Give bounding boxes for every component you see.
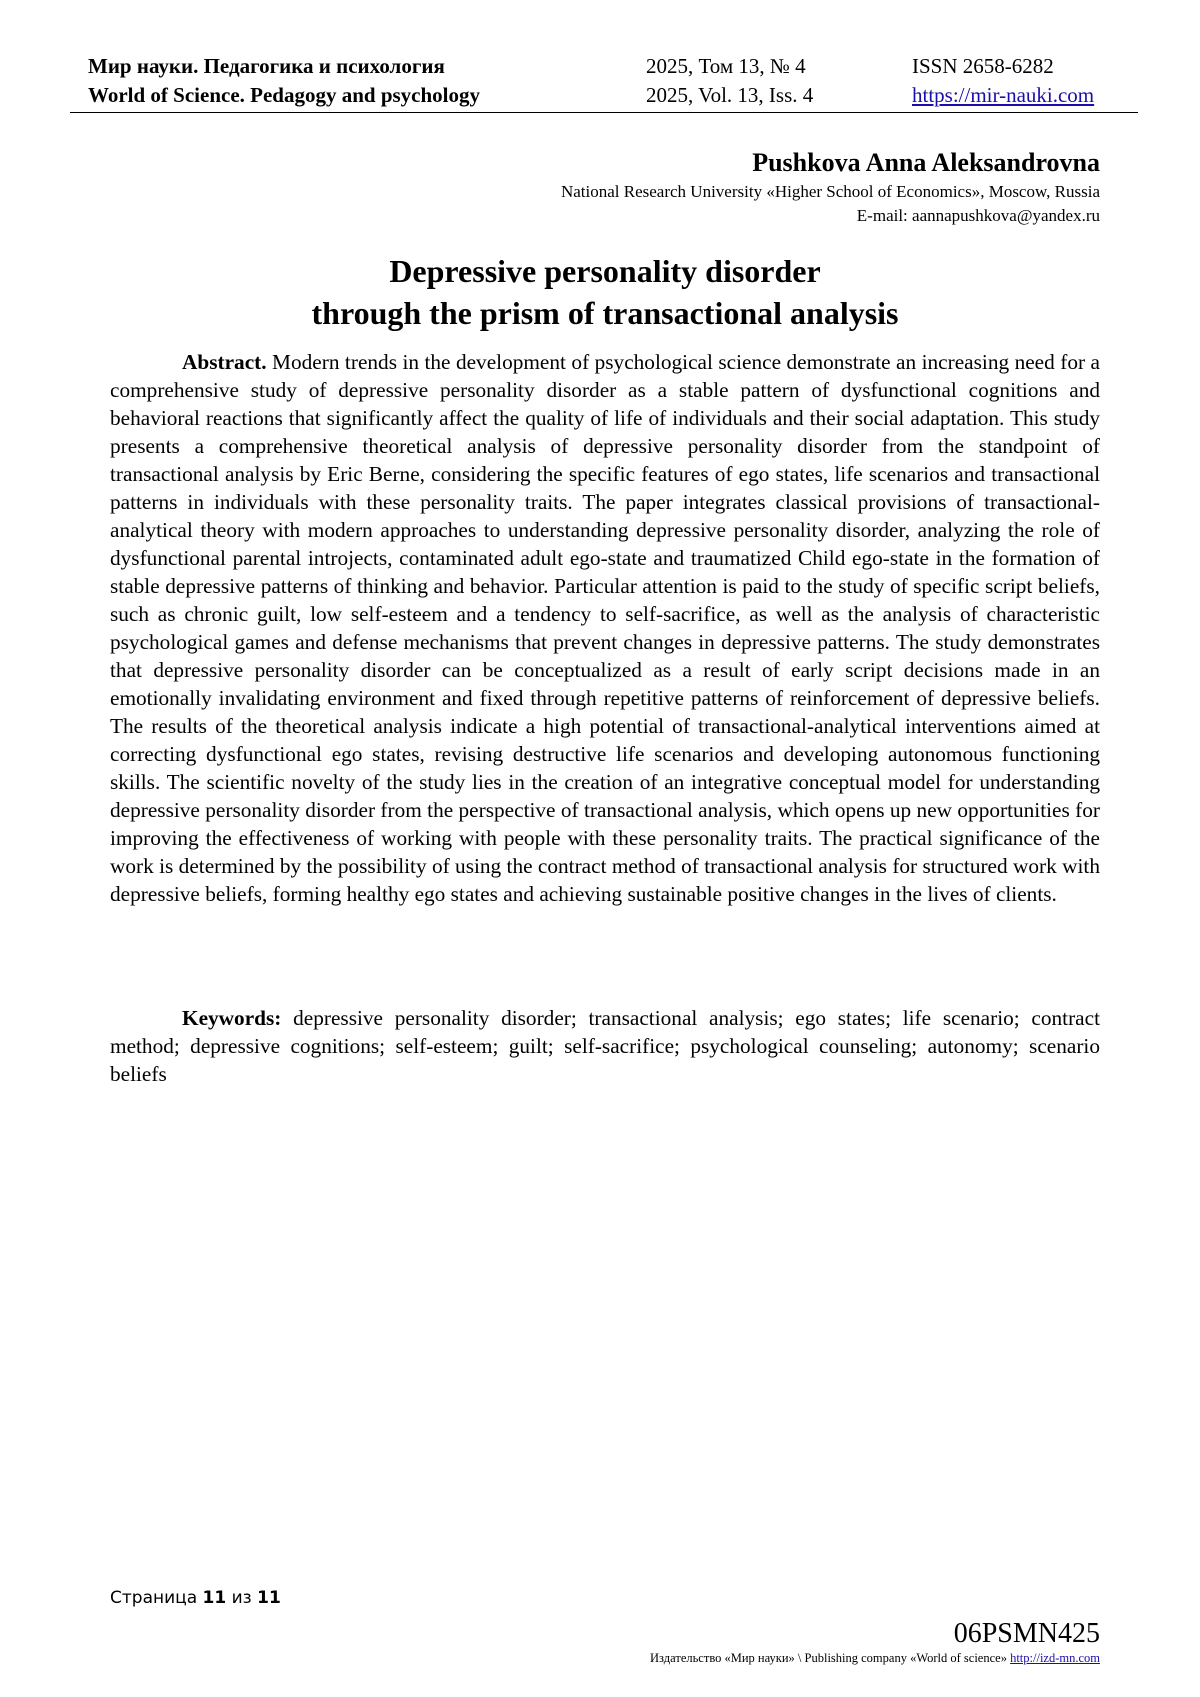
abstract-text: Modern trends in the development of psychological science demonstrate an increasing need for a comprehensive study of depressive personality disorder as a stable pattern of dysfunctional cognitions and behavioral reactions that significantly affect the quality of life of individuals and their social adaptation. This study presents a comprehensive theoretical analysis of depressive personality disorder from the standpoint of transactional analysis by Eric Berne, considering the specific features of ego states, life scenarios and transactional patterns in individuals with these personality traits. The paper integrates classical provisions of transactional-analytical theory with modern approaches to understanding depressive personality disorder, analyzing the role of dysfunctional parental introjects, contaminated adult ego-state and traumatized Child ego-state in the formation of stable depressive patterns of thinking and behavior. Particular attention is paid to the study of specific script beliefs, such as chronic guilt, low self-esteem and a tendency to self-sacrifice, as well as the analysis of characteristic psychological games and defense mechanisms that prevent changes in depressive patterns. The study demonstrates that depressive personality disorder can be conceptualized as a result of early script decisions made in an emotionally invalidating environment and fixed through repetitive patterns of reinforcement of depressive beliefs. The results of the theoretical analysis indicate a high potential of transactional-analytical interventions aimed at correcting dysfunctional ego states, revising destructive life scenarios and developing autonomous functioning skills. The scientific novelty of the study lies in the creation of an integrative conceptual model for understanding depressive personality disorder from the perspective of transactional analysis, which opens up new opportunities for improving the effectiveness of working with people with these personality traits. The practical significance of the work is determined by the possibility of using the contract method of transactional analysis for structured work with depressive beliefs, forming healthy ego states and achieving sustainable positive changes in the lives of clients. <box>110 350 1100 906</box>
journal-issue-ru: 2025, Том 13, № 4 <box>646 54 806 78</box>
article-title-line-2: through the prism of transactional analysis <box>311 295 899 331</box>
abstract <box>110 348 1100 908</box>
author-email: E-mail: aannapushkova@yandex.ru <box>856 206 1100 225</box>
journal-issn-block <box>912 52 1094 110</box>
keywords <box>110 1004 1100 1088</box>
keywords-label: Keywords: <box>182 1006 282 1030</box>
journal-issue-en: 2025, Vol. 13, Iss. 4 <box>646 83 814 107</box>
page-current: 11 <box>202 1588 227 1608</box>
page-prefix: Страница <box>110 1588 198 1608</box>
article-title <box>110 250 1100 334</box>
page-of: из <box>231 1588 252 1608</box>
journal-issue-block <box>646 52 813 110</box>
journal-name-block <box>88 52 480 110</box>
article-code: 06PSMN425 <box>953 1618 1100 1649</box>
author-affiliation: National Research University «Higher School of Economics», Moscow, Russia <box>560 182 1100 201</box>
journal-name-en: World of Science. Pedagogy and psychology <box>88 83 481 107</box>
publisher-link[interactable]: http://izd-mn.com <box>1010 1651 1100 1665</box>
author-block <box>561 146 1100 228</box>
journal-issn: ISSN 2658-6282 <box>912 54 1054 78</box>
page-number <box>110 1588 281 1608</box>
journal-website-link[interactable]: https://mir-nauki.com <box>912 83 1095 107</box>
abstract-label: Abstract. <box>182 350 267 374</box>
article-title-line-1: Depressive personality disorder <box>389 253 821 289</box>
journal-header <box>70 52 1138 113</box>
author-name: Pushkova Anna Aleksandrovna <box>752 148 1100 177</box>
keywords-text: depressive personality disorder; transactional analysis; ego states; life scenario; contract method; depressive cognitions; self-esteem; guilt; self-sacrifice; psychological counseling; autonomy; scenario beliefs <box>110 1006 1101 1086</box>
page-total: 11 <box>257 1588 281 1608</box>
publisher-text: Издательство «Мир науки» \ Publishing company «World of science» <box>650 1651 1007 1665</box>
publisher-line <box>650 1651 1100 1666</box>
journal-name-ru: Мир науки. Педагогика и психология <box>88 54 445 78</box>
